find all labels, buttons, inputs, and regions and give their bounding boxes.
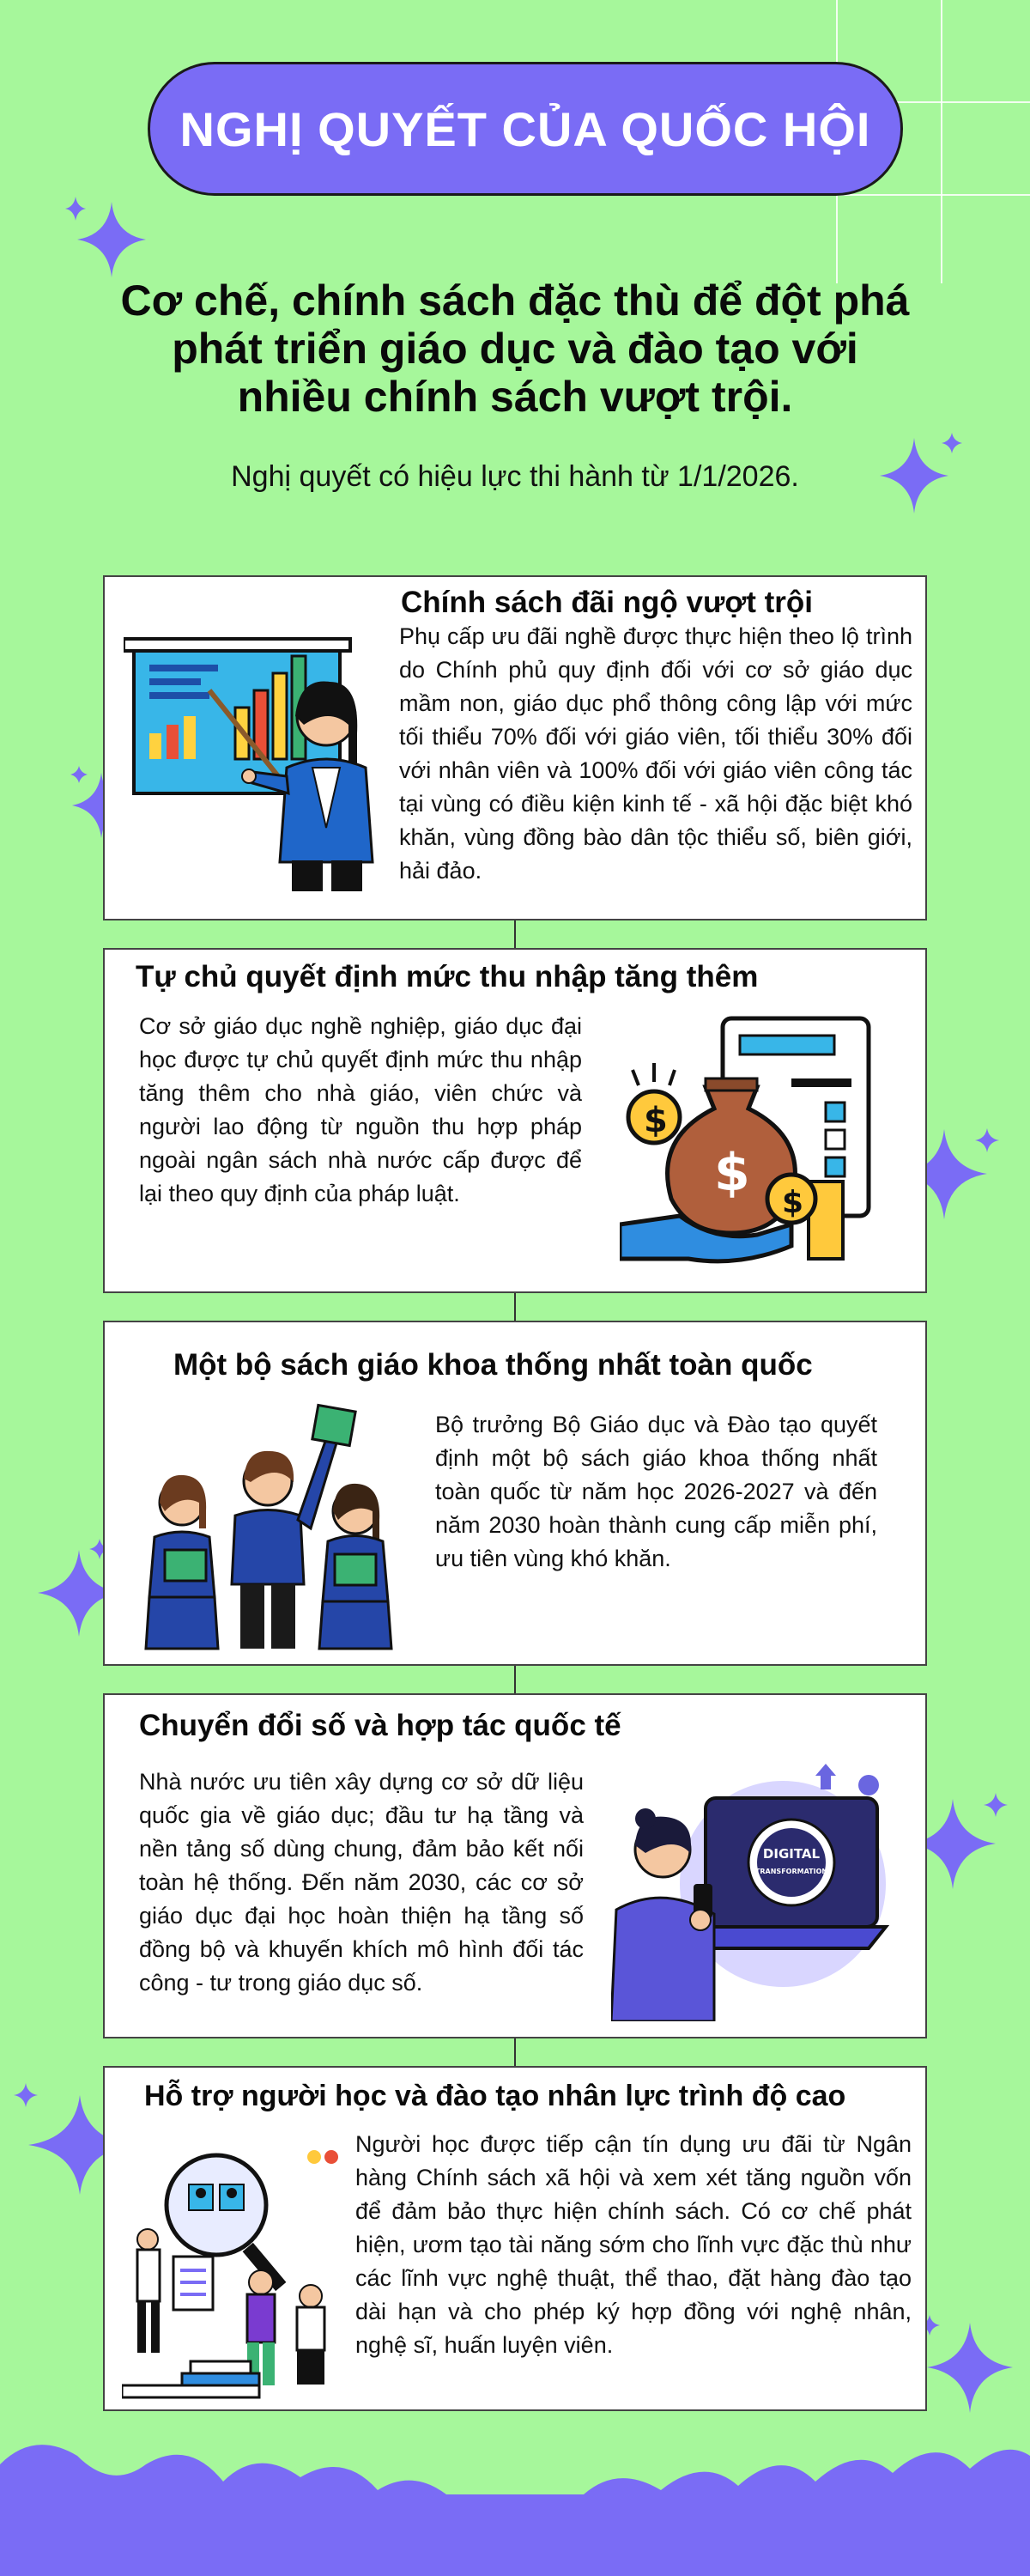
page-title: NGHỊ QUYẾT CỦA QUỐC HỘI — [179, 101, 871, 156]
section-card — [103, 1693, 927, 2038]
section-card — [103, 2066, 927, 2411]
section-title: Chuyển đổi số và hợp tác quốc tế — [139, 1709, 621, 1742]
section-card — [103, 948, 927, 1293]
section-text: Cơ sở giáo dục nghề nghiệp, giáo dục đại học được tự chủ quyết định mức thu nhập tăng thêm cho nhà giáo, viên chức và người lao động từ nguồn thu hợp pháp ngoài ngân sách nhà nước cấp được để lại theo quy định của pháp luật. — [139, 1013, 582, 1206]
connector-line — [514, 1293, 516, 1321]
students-with-books-illustration — [130, 1400, 414, 1657]
connector-line — [514, 1666, 516, 1693]
svg-text:$: $ — [782, 1185, 804, 1220]
section-text: Nhà nước ưu tiên xây dựng cơ sở dữ liệu quốc gia về giáo dục; đầu tư hạ tầng và nền tảng số dùng chung, đảm bảo kết nối toàn hệ thống. Đến năm 2030, các cơ sở giáo dục đại học hoàn thiện hạ tầng số đồng bộ và khuyến khích mô hình đối tác công - tư trong giáo dục số. — [139, 1769, 584, 1996]
grid-line-horizontal-2 — [836, 194, 1030, 196]
connector-line — [514, 920, 516, 948]
cloud-decoration — [0, 2430, 1030, 2576]
badge-text: TRANSFORMATION — [754, 1868, 828, 1875]
section-text: Người học được tiếp cận tín dụng ưu đãi từ Ngân hàng Chính sách xã hội và xem xét tăng nguồn vốn để đảm bảo thực hiện chính sách. Có cơ chế phát hiện, ươm tạo tài năng sớm cho lĩnh vực đặc thù như các lĩnh vực nghệ thuật, thể thao, đặt hàng đào tạo dài hạn và cho phép ký hợp đồng với nghệ nhân, nghệ sĩ, huấn luyện viên. — [355, 2131, 912, 2358]
badge-text: DIGITAL — [762, 1846, 821, 1862]
sparkle-icon — [914, 2310, 1026, 2421]
connector-line — [514, 2038, 516, 2066]
headline-line: Cơ chế, chính sách đặc thù để đột phá — [120, 276, 910, 325]
section-text: Phụ cấp ưu đãi nghề được thực hiện theo lộ trình do Chính phủ quy định đối với cơ sở giáo dục mầm non, giáo dục phổ thông công lập với mức tối thiểu 70% đối với giáo viên, tối thiểu 30% đối với nhân viên và 100% đối với giáo viên công tác tại vùng có điều kiện kinh tế - xã hội đặc biệt khó khăn, vùng đồng bào dân tộc thiểu số, biên giới, hải đảo. — [399, 623, 912, 884]
section-title: Một bộ sách giáo khoa thống nhất toàn quốc — [173, 1348, 813, 1382]
headline — [52, 276, 978, 421]
section-title: Tự chủ quyết định mức thu nhập tăng thêm — [136, 960, 759, 993]
headline-line: phát triển giáo dục và đào tạo với — [172, 325, 858, 373]
svg-text:$: $ — [714, 1143, 750, 1203]
title-banner — [148, 62, 903, 196]
effective-date: Nghị quyết có hiệu lực thi hành từ 1/1/2026. — [231, 460, 799, 493]
section-title: Chính sách đãi ngộ vượt trội — [401, 586, 813, 619]
teacher-presentation-illustration — [124, 630, 390, 905]
section-title: Hỗ trợ người học và đào tạo nhân lực trình độ cao — [144, 2080, 846, 2112]
headline-line: nhiều chính sách vượt trội. — [237, 373, 793, 421]
digital-transformation-illustration — [611, 1764, 894, 2021]
section-text: Bộ trưởng Bộ Giáo dục và Đào tạo quyết định một bộ sách giáo khoa thống nhất toàn quốc từ năm học 2026-2027 và đến năm 2030 hoàn thành cung cấp miễn phí, ưu tiên vùng khó khăn. — [435, 1412, 877, 1571]
sparkle-icon — [60, 193, 154, 279]
talent-search-illustration — [122, 2136, 345, 2403]
grid-line-vertical-2 — [941, 0, 942, 283]
section-card — [103, 575, 927, 920]
svg-text:$: $ — [644, 1101, 668, 1140]
section-card — [103, 1321, 927, 1666]
money-bag-invoice-illustration — [620, 1010, 894, 1276]
